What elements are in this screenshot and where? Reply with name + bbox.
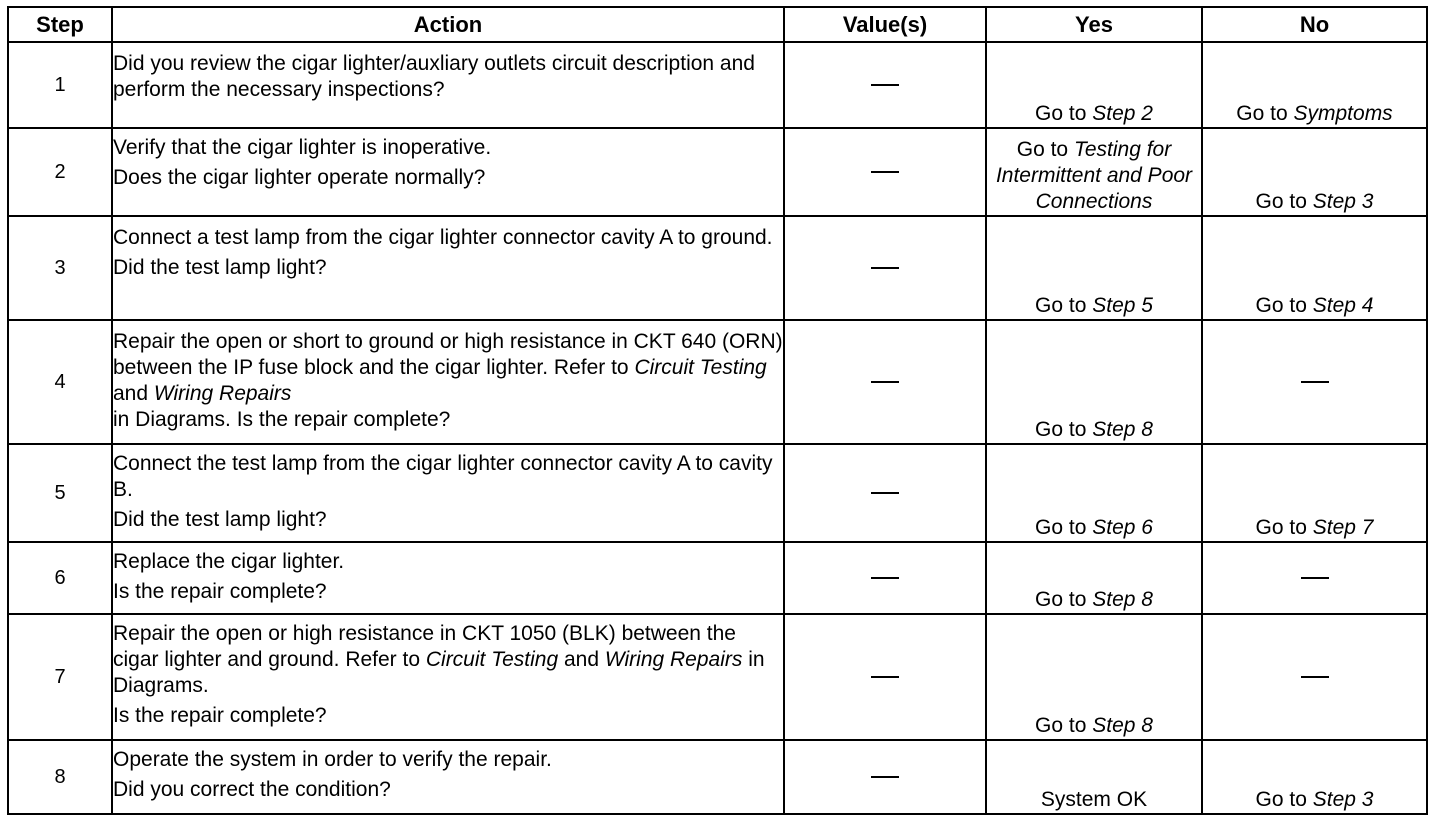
header-yes: Yes	[986, 7, 1202, 42]
yes-cell	[986, 216, 1202, 320]
yes-prefix: Go to	[1035, 588, 1093, 611]
action-ref-circuit-testing: Circuit Testing	[425, 648, 559, 671]
yes-ref: Testing for Intermittent and Poor Connections	[995, 138, 1193, 213]
yes-cell	[986, 128, 1202, 216]
header-no: No	[1202, 7, 1427, 42]
action-text: Connect a test lamp from the cigar lighter connector cavity A to ground.	[113, 226, 773, 249]
value-cell	[784, 614, 986, 740]
no-ref: Step 3	[1312, 788, 1374, 811]
action-text: Replace the cigar lighter.	[113, 550, 345, 573]
yes-ref: Step 8	[1092, 588, 1153, 611]
yes-text: System OK	[1040, 788, 1148, 811]
yes-prefix: Go to	[1016, 138, 1074, 161]
yes-cell	[986, 614, 1202, 740]
yes-cell	[986, 740, 1202, 814]
value-cell	[784, 740, 986, 814]
no-cell	[1202, 320, 1427, 444]
diagnostic-table	[7, 6, 1428, 815]
dash-mark	[1301, 577, 1329, 579]
action-text: Did you review the cigar lighter/auxliary outlets circuit description and perform the necessary inspections?	[113, 52, 755, 101]
no-cell	[1202, 216, 1427, 320]
no-cell	[1202, 42, 1427, 128]
value-cell	[784, 128, 986, 216]
no-prefix: Go to	[1255, 516, 1313, 539]
action-question: Does the cigar lighter operate normally?	[113, 166, 486, 189]
action-cell	[112, 216, 784, 320]
action-ref-wiring-repairs: Wiring Repairs	[604, 648, 743, 671]
yes-prefix: Go to	[1035, 714, 1093, 737]
dash-mark	[871, 676, 899, 678]
yes-ref: Step 6	[1092, 516, 1153, 539]
step-number: 7	[8, 614, 112, 740]
table-row	[8, 42, 1427, 128]
dash-mark	[871, 381, 899, 383]
no-ref: Symptoms	[1293, 102, 1393, 125]
action-question: Did the test lamp light?	[113, 256, 327, 279]
table-row	[8, 614, 1427, 740]
action-cell	[112, 320, 784, 444]
no-cell	[1202, 614, 1427, 740]
action-cell	[112, 444, 784, 542]
action-question: Did the test lamp light?	[113, 508, 327, 531]
header-step: Step	[8, 7, 112, 42]
step-number: 5	[8, 444, 112, 542]
action-text: Connect the test lamp from the cigar lighter connector cavity A to cavity B.	[113, 452, 773, 501]
no-prefix: Go to	[1255, 788, 1313, 811]
header-row	[8, 7, 1427, 42]
yes-cell	[986, 42, 1202, 128]
action-cell	[112, 614, 784, 740]
action-text	[113, 329, 783, 407]
dash-mark	[871, 267, 899, 269]
value-cell	[784, 542, 986, 614]
action-question: Is the repair complete?	[113, 704, 327, 727]
action-cell	[112, 542, 784, 614]
action-ref-wiring-repairs: Wiring Repairs	[153, 382, 292, 405]
step-number: 8	[8, 740, 112, 814]
action-text-part: in Diagrams.	[113, 648, 765, 697]
table-row	[8, 216, 1427, 320]
action-ref-circuit-testing: Circuit Testing	[634, 356, 767, 379]
yes-prefix: Go to	[1035, 294, 1093, 317]
action-text: Verify that the cigar lighter is inoperative.	[113, 136, 492, 159]
action-text-part: and	[113, 382, 154, 405]
header-action: Action	[112, 7, 784, 42]
table-row	[8, 320, 1427, 444]
value-cell	[784, 42, 986, 128]
action-text-part: Repair the open or short to ground or high resistance in CKT 640 (ORN) between the IP fuse block and the cigar lighter. Refer to	[113, 330, 783, 379]
yes-prefix: Go to	[1035, 102, 1093, 125]
step-number: 2	[8, 128, 112, 216]
table-row	[8, 542, 1427, 614]
yes-ref: Step 2	[1092, 102, 1153, 125]
no-cell	[1202, 740, 1427, 814]
no-ref: Step 4	[1312, 294, 1374, 317]
yes-ref: Step 5	[1092, 294, 1153, 317]
dash-mark	[871, 171, 899, 173]
no-cell	[1202, 128, 1427, 216]
yes-prefix: Go to	[1035, 418, 1093, 441]
action-cell	[112, 740, 784, 814]
action-text	[113, 621, 783, 699]
step-number: 6	[8, 542, 112, 614]
action-question: Did you correct the condition?	[113, 778, 391, 801]
yes-cell	[986, 320, 1202, 444]
step-number: 3	[8, 216, 112, 320]
no-prefix: Go to	[1255, 190, 1313, 213]
table-row	[8, 444, 1427, 542]
action-question: Is the repair complete?	[113, 580, 327, 603]
header-values: Value(s)	[784, 7, 986, 42]
action-text-part: Repair the open or high resistance in CKT 1050 (BLK) between the cigar lighter and ground. Refer to	[113, 622, 736, 671]
action-cell	[112, 42, 784, 128]
yes-ref: Step 8	[1092, 714, 1153, 737]
step-number: 1	[8, 42, 112, 128]
yes-cell	[986, 542, 1202, 614]
yes-prefix: Go to	[1035, 516, 1093, 539]
step-number: 4	[8, 320, 112, 444]
value-cell	[784, 444, 986, 542]
dash-mark	[1301, 381, 1329, 383]
dash-mark	[871, 492, 899, 494]
no-prefix: Go to	[1236, 102, 1294, 125]
table-row	[8, 740, 1427, 814]
action-text: Operate the system in order to verify the repair.	[113, 748, 552, 771]
no-prefix: Go to	[1255, 294, 1313, 317]
value-cell	[784, 216, 986, 320]
no-cell	[1202, 444, 1427, 542]
action-text-part: and	[558, 648, 605, 671]
no-cell	[1202, 542, 1427, 614]
yes-cell	[986, 444, 1202, 542]
dash-mark	[871, 776, 899, 778]
no-ref: Step 3	[1312, 190, 1374, 213]
table-row	[8, 128, 1427, 216]
no-ref: Step 7	[1312, 516, 1374, 539]
dash-mark	[871, 577, 899, 579]
yes-ref: Step 8	[1092, 418, 1153, 441]
value-cell	[784, 320, 986, 444]
action-question: in Diagrams. Is the repair complete?	[113, 408, 451, 431]
dash-mark	[871, 84, 899, 86]
dash-mark	[1301, 676, 1329, 678]
action-cell	[112, 128, 784, 216]
